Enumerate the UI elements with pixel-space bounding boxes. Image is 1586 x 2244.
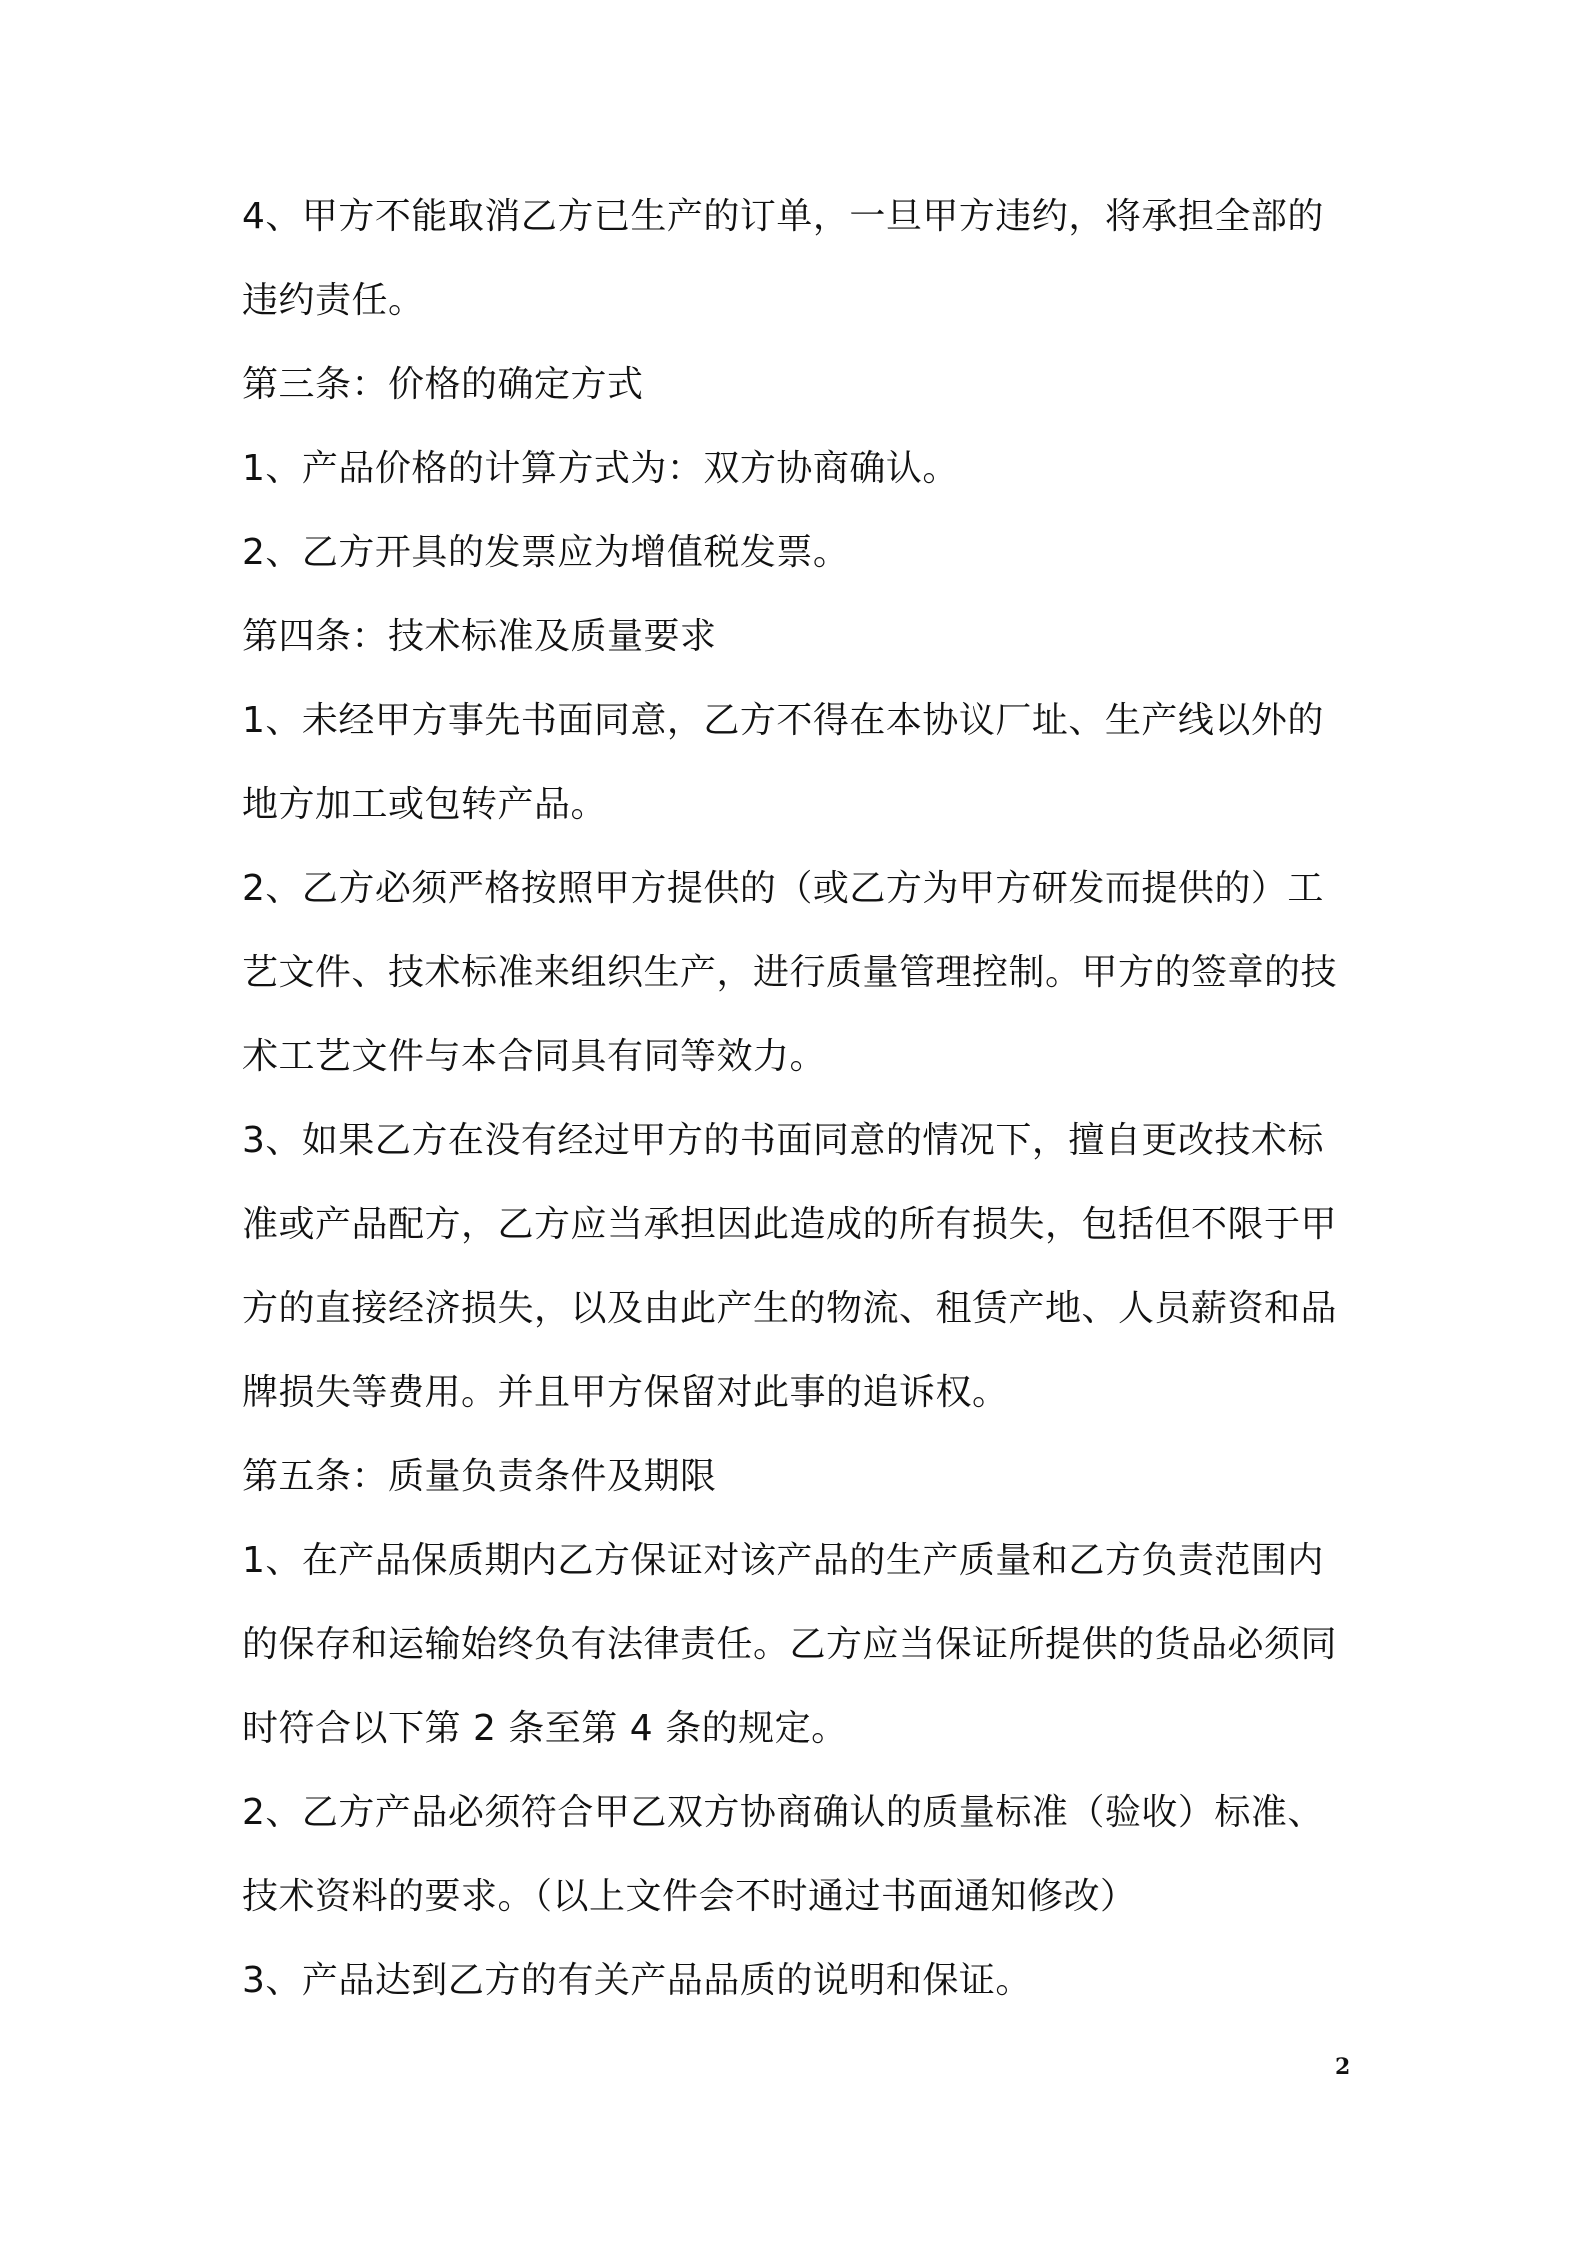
text-line: 的保存和运输始终负有法律责任。乙方应当保证所提供的货品必须同 (242, 1624, 1338, 1665)
text-line: 1、在产品保质期内乙方保证对该产品的生产质量和乙方负责范围内 (242, 1540, 1324, 1581)
section-heading: 第四条：技术标准及质量要求 (242, 616, 717, 657)
page-number: 2 (1335, 2054, 1351, 2080)
text-line: 方的直接经济损失，以及由此产生的物流、租赁产地、人员薪资和品 (242, 1288, 1338, 1329)
text-line: 2、乙方产品必须符合甲乙双方协商确认的质量标准（验收）标准、 (242, 1792, 1324, 1833)
text-line: 术工艺文件与本合同具有同等效力。 (242, 1036, 827, 1077)
text-line: 时符合以下第 2 条至第 4 条的规定。 (242, 1708, 848, 1749)
text-line: 艺文件、技术标准来组织生产，进行质量管理控制。甲方的签章的技 (242, 952, 1338, 993)
text-line: 1、未经甲方事先书面同意，乙方不得在本协议厂址、生产线以外的 (242, 700, 1324, 741)
text-line: 1、产品价格的计算方式为：双方协商确认。 (242, 448, 959, 489)
text-line: 2、乙方必须严格按照甲方提供的（或乙方为甲方研发而提供的）工 (242, 868, 1324, 909)
section-heading: 第五条：质量负责条件及期限 (242, 1456, 717, 1497)
text-line: 准或产品配方，乙方应当承担因此造成的所有损失，包括但不限于甲 (242, 1204, 1338, 1245)
text-line: 地方加工或包转产品。 (242, 784, 608, 825)
text-line: 2、乙方开具的发票应为增值税发票。 (242, 532, 850, 573)
text-line: 技术资料的要求。（以上文件会不时通过书面通知修改） (242, 1876, 1137, 1917)
text-line: 4、甲方不能取消乙方已生产的订单，一旦甲方违约，将承担全部的 (242, 196, 1324, 237)
text-line: 违约责任。 (242, 280, 425, 321)
text-line: 3、如果乙方在没有经过甲方的书面同意的情况下，擅自更改技术标 (242, 1120, 1324, 1161)
text-line: 3、产品达到乙方的有关产品品质的说明和保证。 (242, 1960, 1032, 2001)
text-line: 牌损失等费用。并且甲方保留对此事的追诉权。 (242, 1372, 1009, 1413)
section-heading: 第三条：价格的确定方式 (242, 364, 644, 405)
